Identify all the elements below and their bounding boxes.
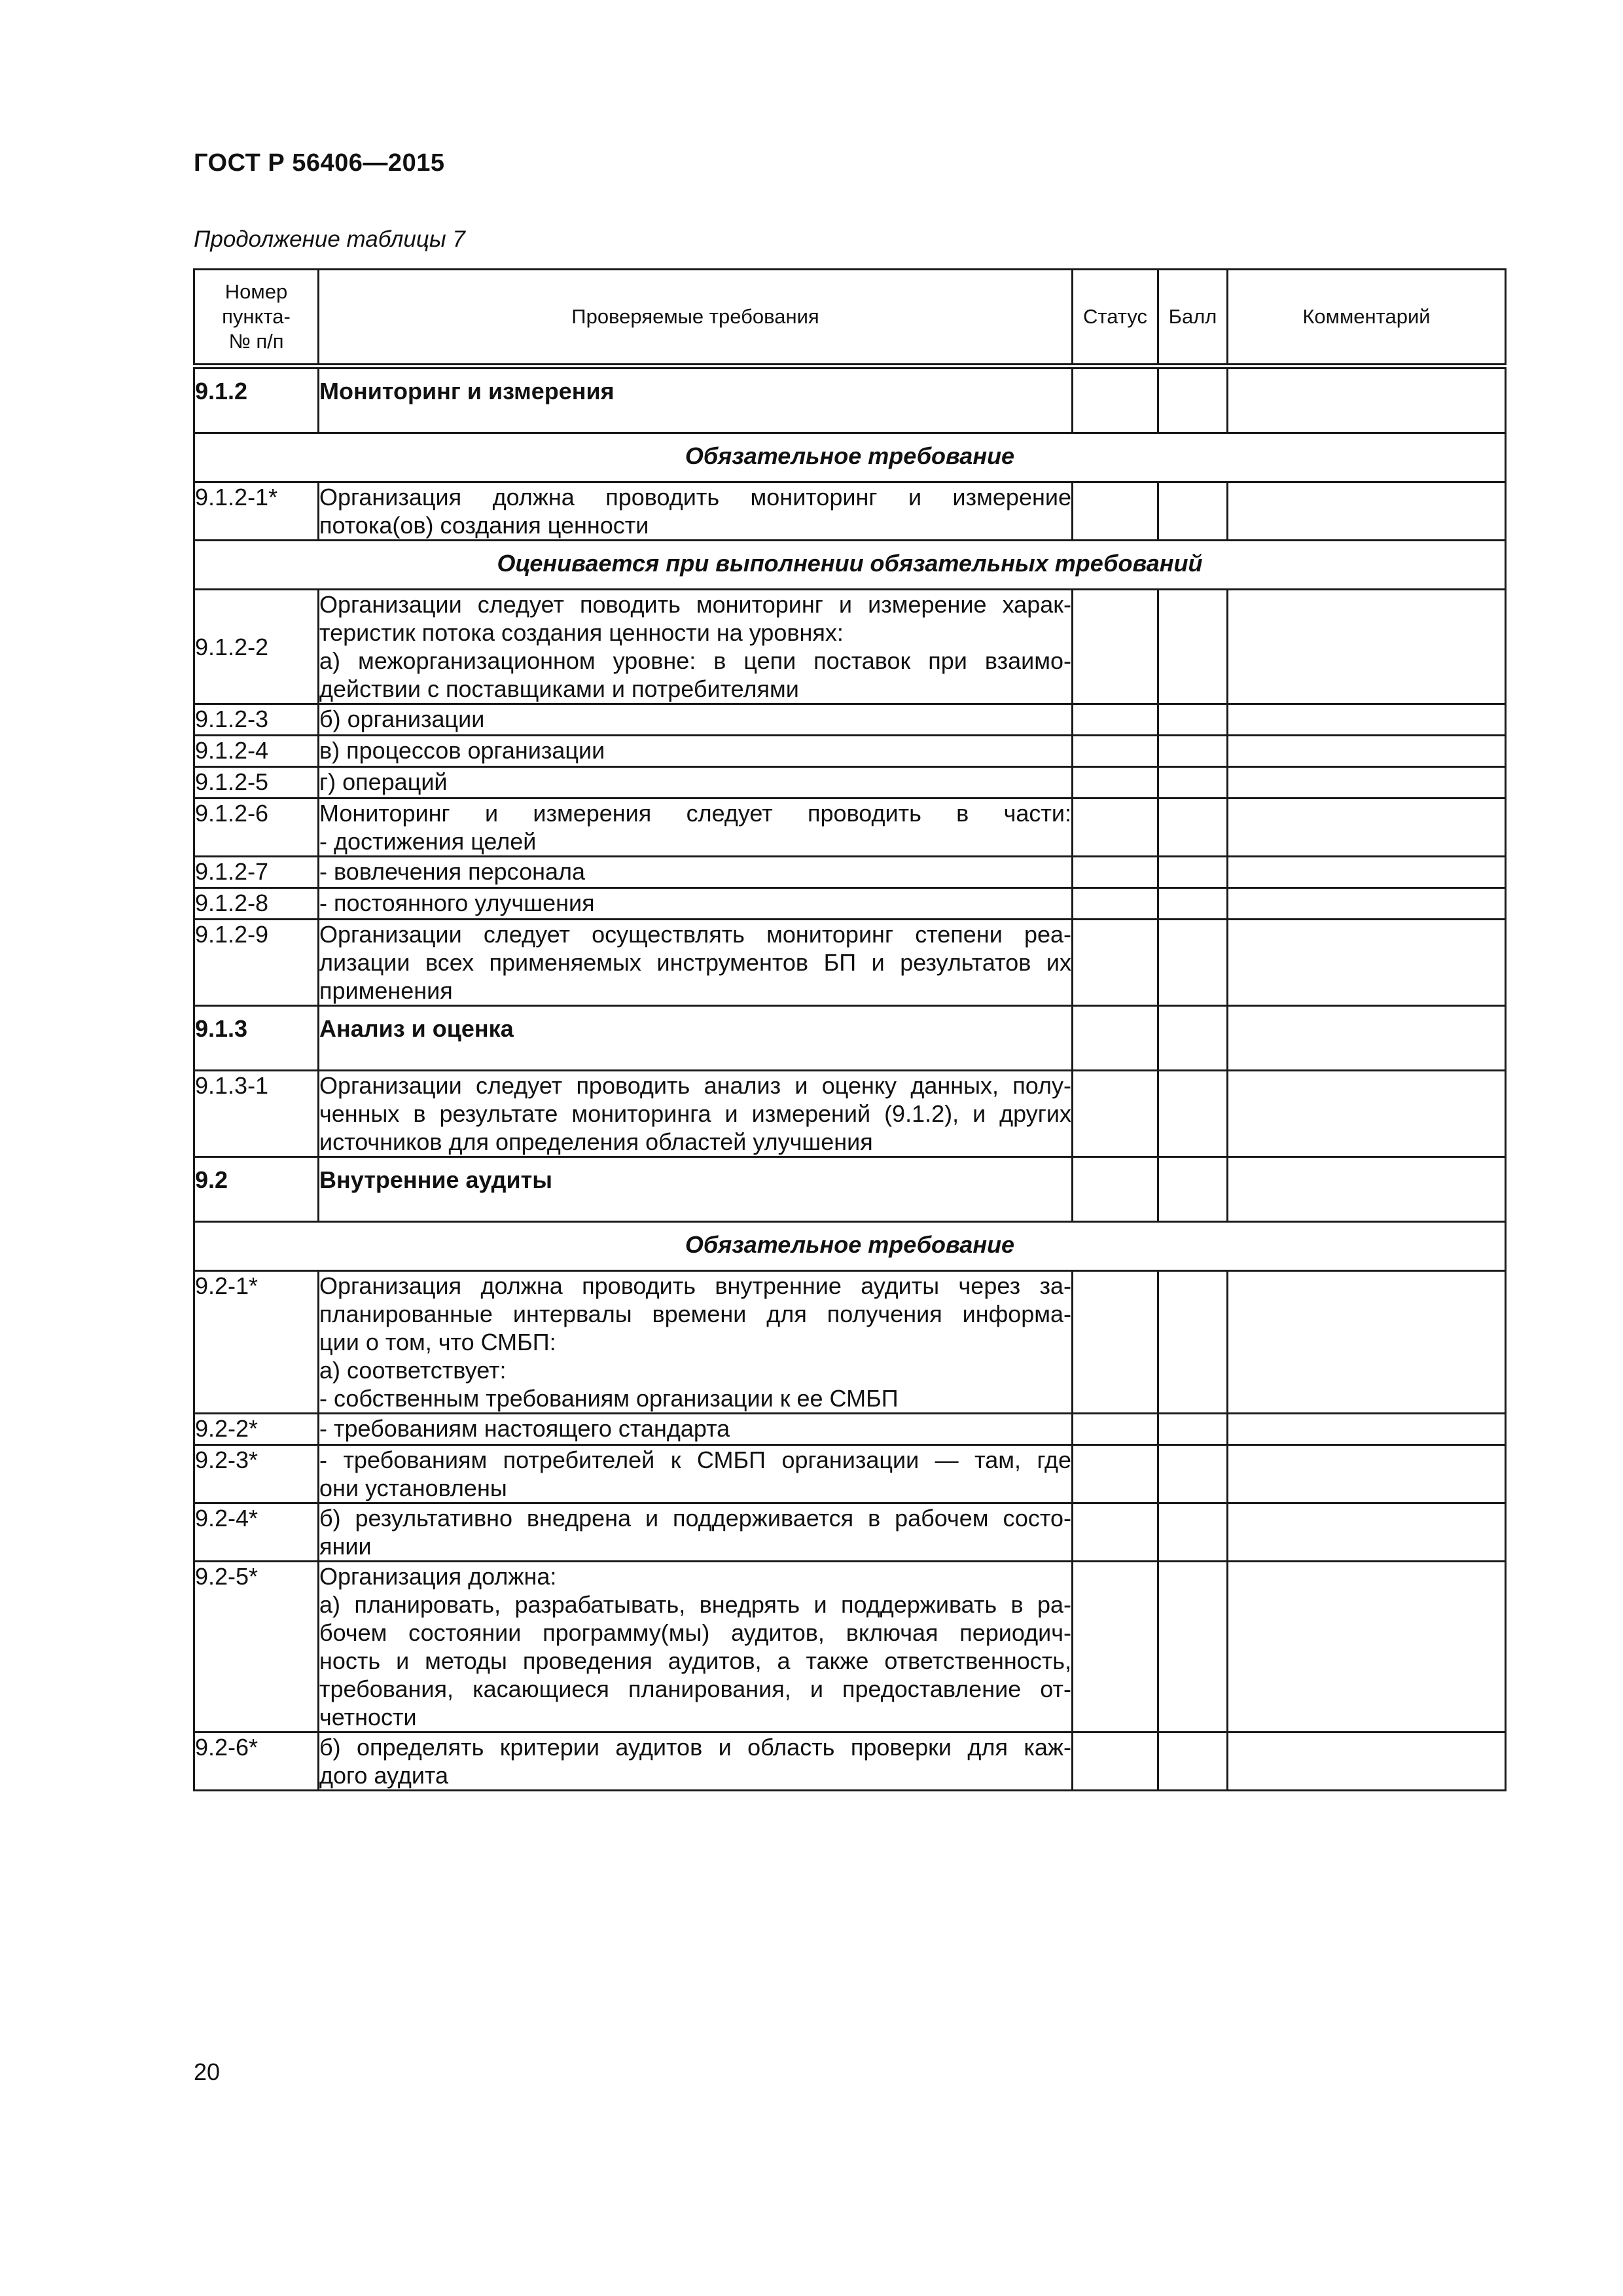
score-cell (1158, 1071, 1228, 1157)
item-number-cell: 9.2-6* (194, 1732, 319, 1791)
requirement-text-cell (319, 590, 1073, 704)
item-number-cell: 9.2-4* (194, 1503, 319, 1562)
requirement-text-line: г) операций (319, 768, 448, 795)
column-header-number (194, 270, 319, 367)
requirement-text-line: действии с поставщиками и потребителями (319, 675, 799, 702)
table-row (194, 482, 1506, 541)
comment-cell (1228, 920, 1506, 1006)
status-cell (1073, 1732, 1158, 1791)
requirement-text-cell (319, 1071, 1073, 1157)
requirement-text-line: ченных в результате мониторинга и измерений (9.1.2), и других (319, 1100, 1071, 1127)
requirement-text-line: они установлены (319, 1475, 507, 1501)
requirement-text-line: Организации следует поводить мониторинг и измерение харак- (319, 591, 1071, 618)
item-number-cell: 9.1.2-4 (194, 736, 319, 767)
requirement-text-line: а) планировать, разрабатывать, внедрять и поддерживать в ра- (319, 1591, 1071, 1618)
status-cell (1073, 1562, 1158, 1732)
requirement-text-cell (319, 367, 1073, 433)
requirement-text-line: - вовлечения персонала (319, 858, 586, 885)
requirement-text-cell (319, 1271, 1073, 1414)
requirement-text-line: - собственным требованиям организации к ее СМБП (319, 1385, 899, 1412)
requirement-text-cell (319, 1157, 1073, 1222)
requirement-text-line: четности (319, 1704, 417, 1731)
column-header-requirements: Проверяемые требования (319, 270, 1073, 367)
table-row (194, 888, 1506, 920)
comment-cell (1228, 798, 1506, 857)
subheading-cell: Обязательное требование (194, 433, 1506, 482)
requirement-text-line: лизации всех применяемых инструментов БП и результатов их (319, 949, 1071, 976)
status-cell (1073, 736, 1158, 767)
document-title: ГОСТ Р 56406—2015 (194, 149, 445, 177)
requirement-text-cell (319, 767, 1073, 798)
comment-cell (1228, 1562, 1506, 1732)
requirement-text-line: Организация должна проводить мониторинг и измерение (319, 484, 1071, 511)
requirement-text-line: Мониторинг и измерения (319, 378, 615, 404)
requirement-text-line: в) процессов организации (319, 737, 605, 764)
score-cell (1158, 736, 1228, 767)
requirement-text-line: применения (319, 977, 453, 1004)
item-number-cell: 9.1.2-7 (194, 857, 319, 888)
requirement-text-line: б) организации (319, 706, 485, 732)
comment-cell (1228, 1157, 1506, 1222)
comment-cell (1228, 1006, 1506, 1071)
requirement-text-line: требования, касающиеся планирования, и предоставление от- (319, 1676, 1071, 1702)
requirement-text-cell (319, 736, 1073, 767)
item-number-cell: 9.2-1* (194, 1271, 319, 1414)
subheading-cell: Обязательное требование (194, 1222, 1506, 1271)
requirement-text-line: Организации следует проводить анализ и оценку данных, полу- (319, 1072, 1071, 1099)
requirement-text-line: Организации следует осуществлять мониторинг степени реа- (319, 921, 1071, 948)
requirement-text-line: - требованиям потребителей к СМБП организации — там, где (319, 1446, 1071, 1473)
score-cell (1158, 1006, 1228, 1071)
score-cell (1158, 1732, 1228, 1791)
table-row (194, 1732, 1506, 1791)
requirement-text-line: б) определять критерии аудитов и область проверки для каж- (319, 1734, 1071, 1761)
comment-cell (1228, 1271, 1506, 1414)
comment-cell (1228, 1414, 1506, 1445)
item-number-cell: 9.1.2-9 (194, 920, 319, 1006)
score-cell (1158, 1157, 1228, 1222)
requirement-text-line: планированные интервалы времени для получения информа- (319, 1300, 1071, 1327)
table-subheading-row (194, 1222, 1506, 1271)
status-cell (1073, 1006, 1158, 1071)
column-header-number-line: пункта- (222, 305, 291, 328)
requirement-text-cell (319, 888, 1073, 920)
table-row (194, 1414, 1506, 1445)
table-body (194, 367, 1506, 1791)
requirement-text-line: янии (319, 1533, 372, 1560)
item-number-cell: 9.2-2* (194, 1414, 319, 1445)
table-header-row (194, 270, 1506, 367)
requirement-text-line: бочем состоянии программу(мы) аудитов, включая периодич- (319, 1619, 1071, 1646)
status-cell (1073, 704, 1158, 736)
score-cell (1158, 888, 1228, 920)
requirements-table (193, 268, 1507, 1791)
requirement-text-line: источников для определения областей улучшения (319, 1128, 873, 1155)
requirement-text-cell (319, 1562, 1073, 1732)
column-header-number-line: Номер (224, 280, 288, 303)
column-header-number-line: № п/п (228, 330, 284, 353)
status-cell (1073, 1445, 1158, 1503)
table-row (194, 590, 1506, 704)
comment-cell (1228, 736, 1506, 767)
item-number-cell: 9.1.2 (194, 367, 319, 433)
requirement-text-line: Организация должна проводить внутренние аудиты через за- (319, 1272, 1071, 1299)
score-cell (1158, 367, 1228, 433)
status-cell (1073, 1503, 1158, 1562)
requirement-text-cell (319, 1445, 1073, 1503)
comment-cell (1228, 704, 1506, 736)
requirement-text-line: а) межорганизационном уровне: в цепи поставок при взаимо- (319, 647, 1071, 674)
table-row (194, 1445, 1506, 1503)
table-section-row (194, 1157, 1506, 1222)
table-row (194, 920, 1506, 1006)
table-row (194, 1503, 1506, 1562)
requirement-text-line: - достижения целей (319, 828, 537, 855)
table-section-row (194, 367, 1506, 433)
requirement-text-cell (319, 857, 1073, 888)
status-cell (1073, 1271, 1158, 1414)
score-cell (1158, 1562, 1228, 1732)
requirement-text-line: Анализ и оценка (319, 1015, 514, 1042)
item-number-cell: 9.1.2-2 (194, 590, 319, 704)
requirement-text-line: - требованиям настоящего стандарта (319, 1415, 730, 1442)
item-number-cell: 9.1.3 (194, 1006, 319, 1071)
requirement-text-line: Внутренние аудиты (319, 1166, 552, 1193)
comment-cell (1228, 1071, 1506, 1157)
column-header-status: Статус (1073, 270, 1158, 367)
table-subheading-row (194, 541, 1506, 590)
requirement-text-cell (319, 704, 1073, 736)
score-cell (1158, 1445, 1228, 1503)
status-cell (1073, 1071, 1158, 1157)
status-cell (1073, 367, 1158, 433)
requirement-text-line: Мониторинг и измерения следует проводить в части: (319, 800, 1071, 827)
status-cell (1073, 798, 1158, 857)
subheading-cell: Оценивается при выполнении обязательных требований (194, 541, 1506, 590)
status-cell (1073, 1414, 1158, 1445)
score-cell (1158, 857, 1228, 888)
requirement-text-cell (319, 1006, 1073, 1071)
status-cell (1073, 857, 1158, 888)
table-subheading-row (194, 433, 1506, 482)
requirement-text-line: ции о том, что СМБП: (319, 1329, 556, 1355)
requirement-text-line: - постоянного улучшения (319, 889, 595, 916)
score-cell (1158, 1503, 1228, 1562)
requirement-text-cell (319, 1732, 1073, 1791)
requirement-text-line: Организация должна: (319, 1563, 557, 1590)
requirement-text-cell (319, 1503, 1073, 1562)
table-row (194, 857, 1506, 888)
comment-cell (1228, 1445, 1506, 1503)
status-cell (1073, 590, 1158, 704)
status-cell (1073, 920, 1158, 1006)
comment-cell (1228, 590, 1506, 704)
table-row (194, 798, 1506, 857)
score-cell (1158, 1271, 1228, 1414)
requirement-text-cell (319, 798, 1073, 857)
status-cell (1073, 482, 1158, 541)
comment-cell (1228, 857, 1506, 888)
column-header-comment: Комментарий (1228, 270, 1506, 367)
score-cell (1158, 1414, 1228, 1445)
score-cell (1158, 482, 1228, 541)
item-number-cell: 9.1.2-1* (194, 482, 319, 541)
column-header-score: Балл (1158, 270, 1228, 367)
score-cell (1158, 704, 1228, 736)
table-caption: Продолжение таблицы 7 (194, 226, 465, 252)
requirement-text-cell (319, 1414, 1073, 1445)
score-cell (1158, 920, 1228, 1006)
requirement-text-line: дого аудита (319, 1762, 449, 1789)
table-row (194, 767, 1506, 798)
item-number-cell: 9.2-5* (194, 1562, 319, 1732)
table-row (194, 704, 1506, 736)
requirement-text-line: теристик потока создания ценности на уровнях: (319, 619, 844, 646)
table-row (194, 736, 1506, 767)
comment-cell (1228, 1503, 1506, 1562)
item-number-cell: 9.2-3* (194, 1445, 319, 1503)
comment-cell (1228, 888, 1506, 920)
comment-cell (1228, 767, 1506, 798)
score-cell (1158, 767, 1228, 798)
requirement-text-line: б) результативно внедрена и поддерживается в рабочем состо- (319, 1505, 1071, 1532)
score-cell (1158, 590, 1228, 704)
item-number-cell: 9.1.2-8 (194, 888, 319, 920)
table-section-row (194, 1006, 1506, 1071)
requirement-text-cell (319, 920, 1073, 1006)
requirement-text-line: ность и методы проведения аудитов, а также ответственность, (319, 1647, 1071, 1674)
comment-cell (1228, 482, 1506, 541)
page-number: 20 (194, 2058, 221, 2085)
item-number-cell: 9.2 (194, 1157, 319, 1222)
status-cell (1073, 1157, 1158, 1222)
comment-cell (1228, 367, 1506, 433)
requirement-text-line: потока(ов) создания ценности (319, 512, 649, 539)
table-row (194, 1071, 1506, 1157)
item-number-cell: 9.1.2-3 (194, 704, 319, 736)
status-cell (1073, 767, 1158, 798)
status-cell (1073, 888, 1158, 920)
comment-cell (1228, 1732, 1506, 1791)
score-cell (1158, 798, 1228, 857)
requirement-text-line: а) соответствует: (319, 1357, 507, 1384)
item-number-cell: 9.1.3-1 (194, 1071, 319, 1157)
item-number-cell: 9.1.2-6 (194, 798, 319, 857)
requirement-text-cell (319, 482, 1073, 541)
table-row (194, 1562, 1506, 1732)
table-row (194, 1271, 1506, 1414)
item-number-cell: 9.1.2-5 (194, 767, 319, 798)
